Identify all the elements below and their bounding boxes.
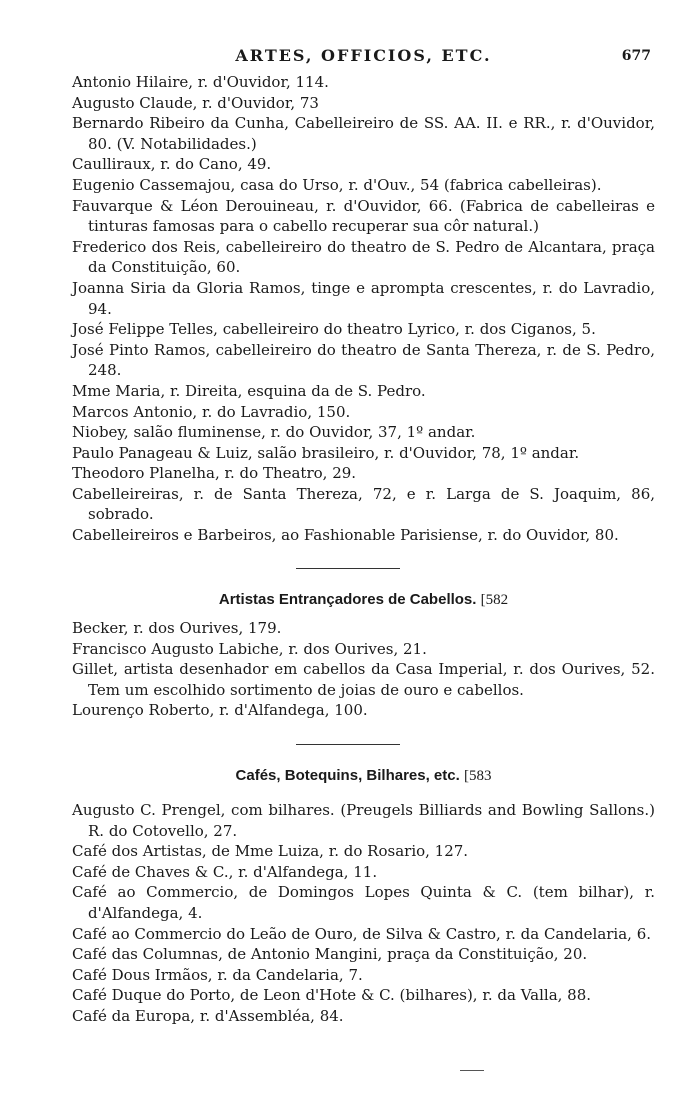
list-item: Joanna Siria da Gloria Ramos, tinge e aprompta crescentes, r. do Lavradio, 94. — [72, 278, 655, 318]
list-item: Francisco Augusto Labiche, r. dos Ourives, 21. — [72, 639, 427, 658]
list-item: Café dos Artistas, de Mme Luiza, r. do Rosario, 127. — [72, 842, 469, 861]
running-head — [72, 46, 655, 70]
section-cafes — [72, 766, 655, 1027]
list-item: Augusto Claude, r. d'Ouvidor, 73 — [72, 93, 319, 112]
list-item: José Pinto Ramos, cabelleireiro do theatro de Santa Thereza, r. de S. Pedro, 248. — [72, 340, 655, 380]
section-title — [72, 766, 655, 786]
running-title: ARTES, OFFICIOS, ETC. — [235, 46, 492, 65]
list-item: Lourenço Roberto, r. d'Alfandega, 100. — [72, 701, 368, 720]
list-item: Café ao Commercio do Leão de Ouro, de Silva & Castro, r. da Candelaria, 6. — [72, 924, 652, 943]
section-ref: [582 — [480, 592, 509, 608]
list-item: Eugenio Cassemajou, casa do Urso, r. d'Ouv., 54 (fabrica cabelleiras). — [72, 175, 602, 194]
list-item: Café de Chaves & C., r. d'Alfandega, 11. — [72, 862, 378, 881]
page-number: 677 — [621, 48, 651, 64]
section-title-text: Artistas Entrançadores de Cabellos. — [218, 591, 477, 608]
list-item: Gillet, artista desenhador em cabellos da Casa Imperial, r. dos Ourives, 52. Tem um escolhido sortimento de joias de ouro e cabellos. — [72, 660, 655, 699]
section-divider — [296, 568, 400, 569]
list-item: Café Dous Irmãos, r. da Candelaria, 7. — [72, 965, 363, 984]
list-item: Cabelleireiros e Barbeiros, ao Fashionable Parisiense, r. do Ouvidor, 80. — [72, 526, 619, 545]
end-mark — [460, 1070, 484, 1071]
list-item: Paulo Panageau & Luiz, salão brasileiro, r. d'Ouvidor, 78, 1º andar. — [72, 443, 580, 462]
section-divider — [296, 744, 400, 745]
list-item: Becker, r. dos Ourives, 179. — [72, 619, 282, 637]
list-item: Theodoro Planelha, r. do Theatro, 29. — [72, 464, 357, 483]
section-title — [72, 590, 655, 610]
list-item: Caulliraux, r. do Cano, 49. — [72, 155, 272, 174]
list-item: José Felippe Telles, cabelleireiro do theatro Lyrico, r. dos Ciganos, 5. — [72, 320, 596, 339]
list-item: Café da Europa, r. d'Assembléa, 84. — [72, 1006, 344, 1025]
list-item: Bernardo Ribeiro da Cunha, Cabelleireiro de SS. AA. II. e RR., r. d'Ouvidor, 80. (V. Notabilidades.) — [72, 114, 655, 153]
section-hair-braiders — [72, 590, 655, 721]
list-item: Café das Columnas, de Antonio Mangini, praça da Constituição, 20. — [72, 945, 588, 964]
list-item: Café Duque do Porto, de Leon d'Hote & C. (bilhares), r. da Valla, 88. — [72, 986, 592, 1005]
section-ref: [583 — [463, 768, 492, 784]
list-item: Mme Maria, r. Direita, esquina da de S. Pedro. — [72, 381, 426, 400]
list-item: Augusto C. Prengel, com bilhares. (Preugels Billiards and Bowling Sallons.) R. do Cotovello, 27. — [72, 801, 655, 840]
list-item: Cabelleireiras, r. de Santa Thereza, 72, e r. Larga de S. Joaquim, 86, sobrado. — [72, 484, 655, 524]
list-item: Café ao Commercio, de Domingos Lopes Quinta & C. (tem bilhar), r. d'Alfandega, 4. — [72, 883, 655, 922]
list-item: Antonio Hilaire, r. d'Ouvidor, 114. — [72, 73, 329, 91]
list-item: Fauvarque & Léon Derouineau, r. d'Ouvidor, 66. (Fabrica de cabelleiras e tinturas famosas para o cabello recuperar sua côr natural.) — [72, 196, 655, 236]
list-item: Marcos Antonio, r. do Lavradio, 150. — [72, 402, 351, 421]
list-item: Niobey, salão fluminense, r. do Ouvidor, 37, 1º andar. — [72, 423, 476, 442]
section-hairdressers — [72, 72, 655, 546]
section-title-text: Cafés, Botequins, Bilhares, etc. — [235, 767, 460, 784]
list-item: Frederico dos Reis, cabelleireiro do theatro de S. Pedro de Alcantara, praça da Constituição, 60. — [72, 237, 655, 277]
